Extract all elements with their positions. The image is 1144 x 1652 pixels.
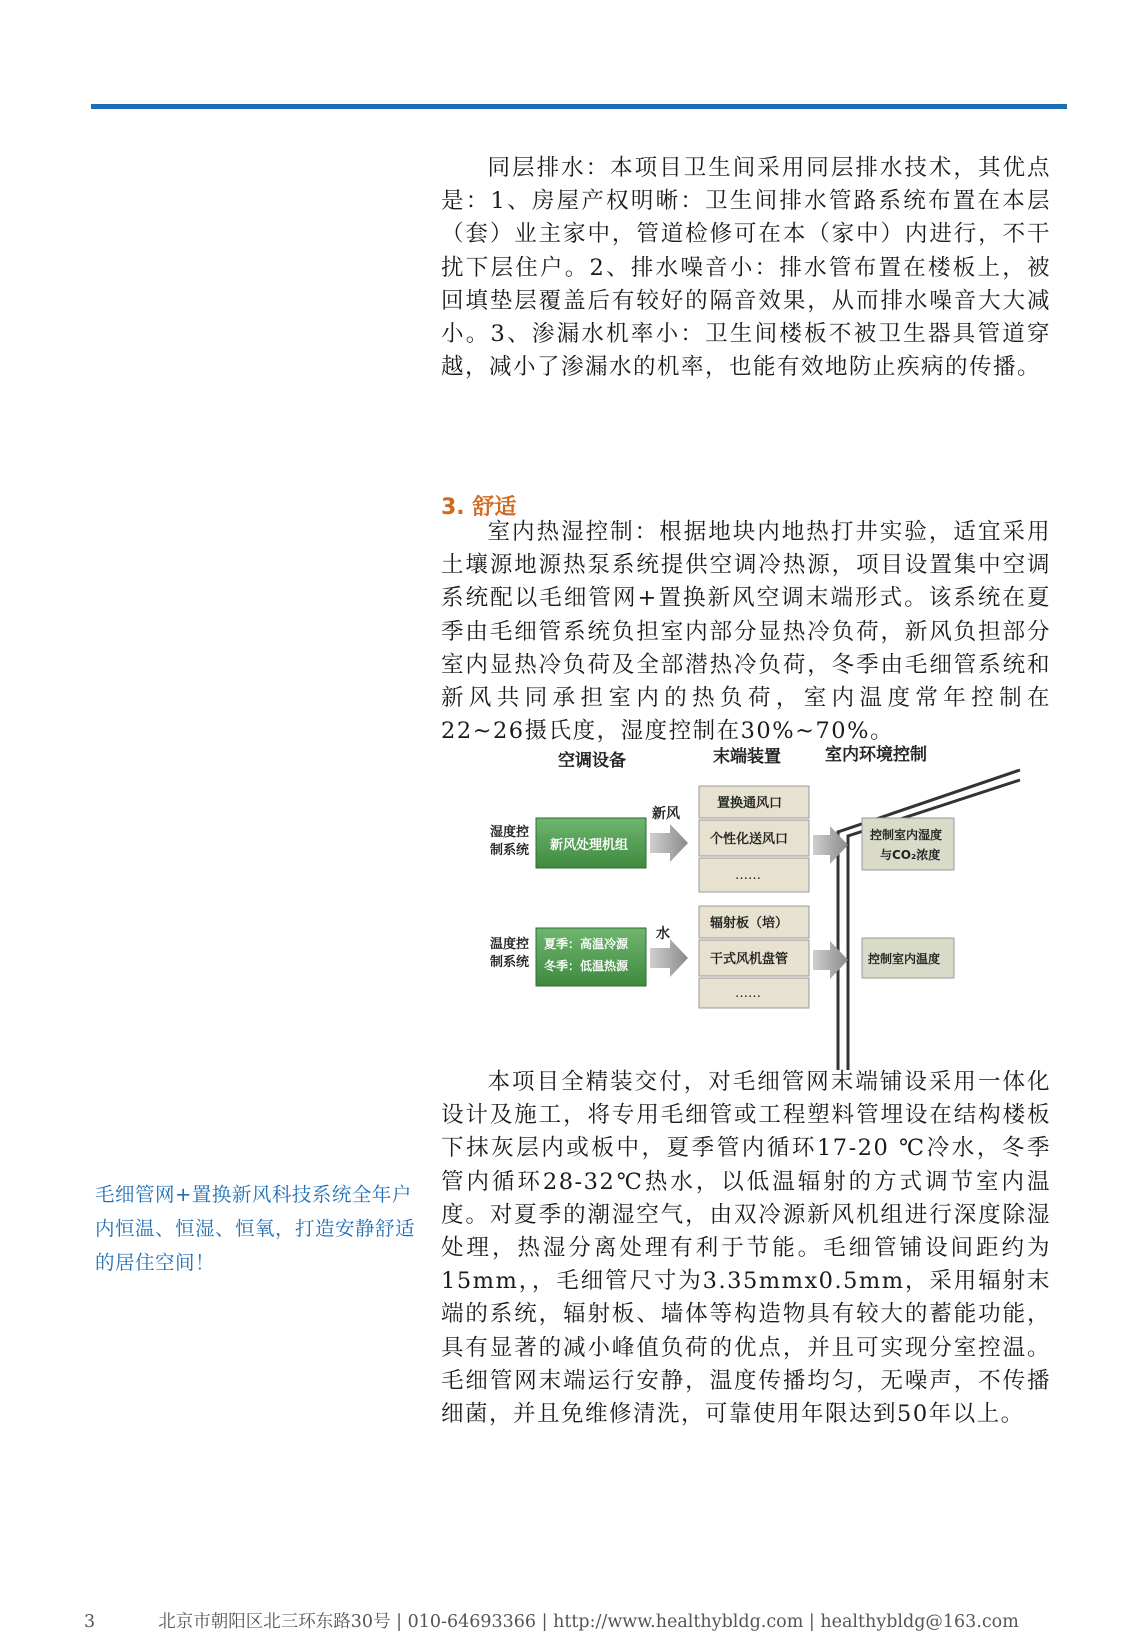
row1-result-2: 与CO₂浓度 <box>880 848 941 862</box>
paragraph-comfort-text: 室内热湿控制：根据地块内地热打井实验，适宜采用土壤源地源热泵系统提供空调冷热源，项目设置集中空调系统配以毛细管网+置换新风空调末端形式。该系统在夏季由毛细管系统负担室内部分显热冷负荷，新风负担部分室内显热冷负荷及全部潜热冷负荷，冬季由毛细管系统和新风共同承担室内的热负荷，室内温度常年控制在22~26摄氏度，湿度控制在30%~70%。 <box>441 519 1051 745</box>
sidenote: 毛细管网+置换新风科技系统全年户内恒温、恒湿、恒氧，打造安静舒适的居住空间！ <box>95 1183 416 1274</box>
footer-sep: | <box>541 1612 548 1632</box>
section-heading: 3. 舒适 <box>441 495 517 520</box>
col-heading-indoor: 室内环境控制 <box>825 745 927 765</box>
row2-arrow-b <box>813 941 848 979</box>
row1-result-1: 控制室内湿度 <box>870 828 943 842</box>
row1-medium: 新风 <box>652 806 680 822</box>
row2-end-2: 干式风机盘管 <box>710 952 789 967</box>
row2-arrow-a <box>650 939 688 977</box>
footer-page-number: 3 <box>84 1612 96 1632</box>
row1-end-3: …… <box>735 868 761 883</box>
footer-address: 北京市朝阳区北三环东路30号 <box>158 1612 391 1632</box>
col-heading-terminal: 末端装置 <box>713 747 781 767</box>
footer-url[interactable]: http://www.healthybldg.com <box>553 1612 804 1632</box>
footer-email[interactable]: healthybldg@163.com <box>820 1612 1019 1632</box>
house-outline <box>838 770 1020 1070</box>
row1-end-1: 置换通风口 <box>717 796 783 811</box>
row1-device: 新风处理机组 <box>550 838 629 853</box>
paragraph-comfort <box>441 516 1051 748</box>
row2-device-b: 冬季：低温热源 <box>544 959 629 973</box>
footer-phone: 010-64693366 <box>407 1612 537 1632</box>
footer <box>84 1608 1074 1633</box>
top-rule <box>91 104 1067 109</box>
paragraph-drainage <box>441 152 1051 384</box>
hvac-diagram <box>470 745 1030 1070</box>
row2-medium: 水 <box>656 926 670 942</box>
row2-label: 温度控 <box>490 937 530 952</box>
row2-end-3: …… <box>735 986 761 1001</box>
svg-text:制系统: 制系统 <box>490 843 530 858</box>
row2-end-1: 辐射板（培） <box>710 916 789 931</box>
paragraph-capillary-text: 本项目全精装交付，对毛细管网末端铺设采用一体化设计及施工，将专用毛细管或工程塑料管埋设在结构楼板下抹灰层内或板中，夏季管内循环17-20 ℃冷水，冬季管内循环28-32℃热水，以低温辐射的方式调节室内温度。对夏季的潮湿空气，由双冷源新风机组进行深度除湿处理，热湿分离处理有利于节能。毛细管铺设间距约为15mm，，毛细管尺寸为3.35mmx0.5mm，采用辐射末端的系统，辐射板、墙体等构造物具有较大的蓄能功能，具有显著的减小峰值负荷的优点，并且可实现分室控温。毛细管网末端运行安静，温度传播均匀，无噪声，不传播细菌，并且免维修清洗，可靠使用年限达到50年以上。 <box>441 1069 1051 1428</box>
paragraph-capillary <box>441 1066 1051 1431</box>
row1-end-2: 个性化送风口 <box>710 832 789 847</box>
col-heading-equipment: 空调设备 <box>558 751 626 771</box>
footer-sep: | <box>808 1612 815 1632</box>
row1-label: 湿度控 <box>490 825 530 840</box>
row1-arrow-a <box>650 824 688 862</box>
footer-sep: | <box>396 1612 403 1632</box>
svg-text:制系统: 制系统 <box>490 955 530 970</box>
row2-device-a: 夏季：高温冷源 <box>544 937 629 951</box>
paragraph-drainage-text: 同层排水：本项目卫生间采用同层排水技术，其优点是：1、房屋产权明晰：卫生间排水管路系统布置在本层（套）业主家中，管道检修可在本（家中）内进行，不干扰下层住户。2、排水噪音小：排水管布置在楼板上，被回填垫层覆盖后有较好的隔音效果，从而排水噪音大大减小。3、渗漏水机率小：卫生间楼板不被卫生器具管道穿越，减小了渗漏水的机率，也能有效地防止疾病的传播。 <box>441 155 1051 381</box>
row2-result: 控制室内温度 <box>868 952 941 966</box>
